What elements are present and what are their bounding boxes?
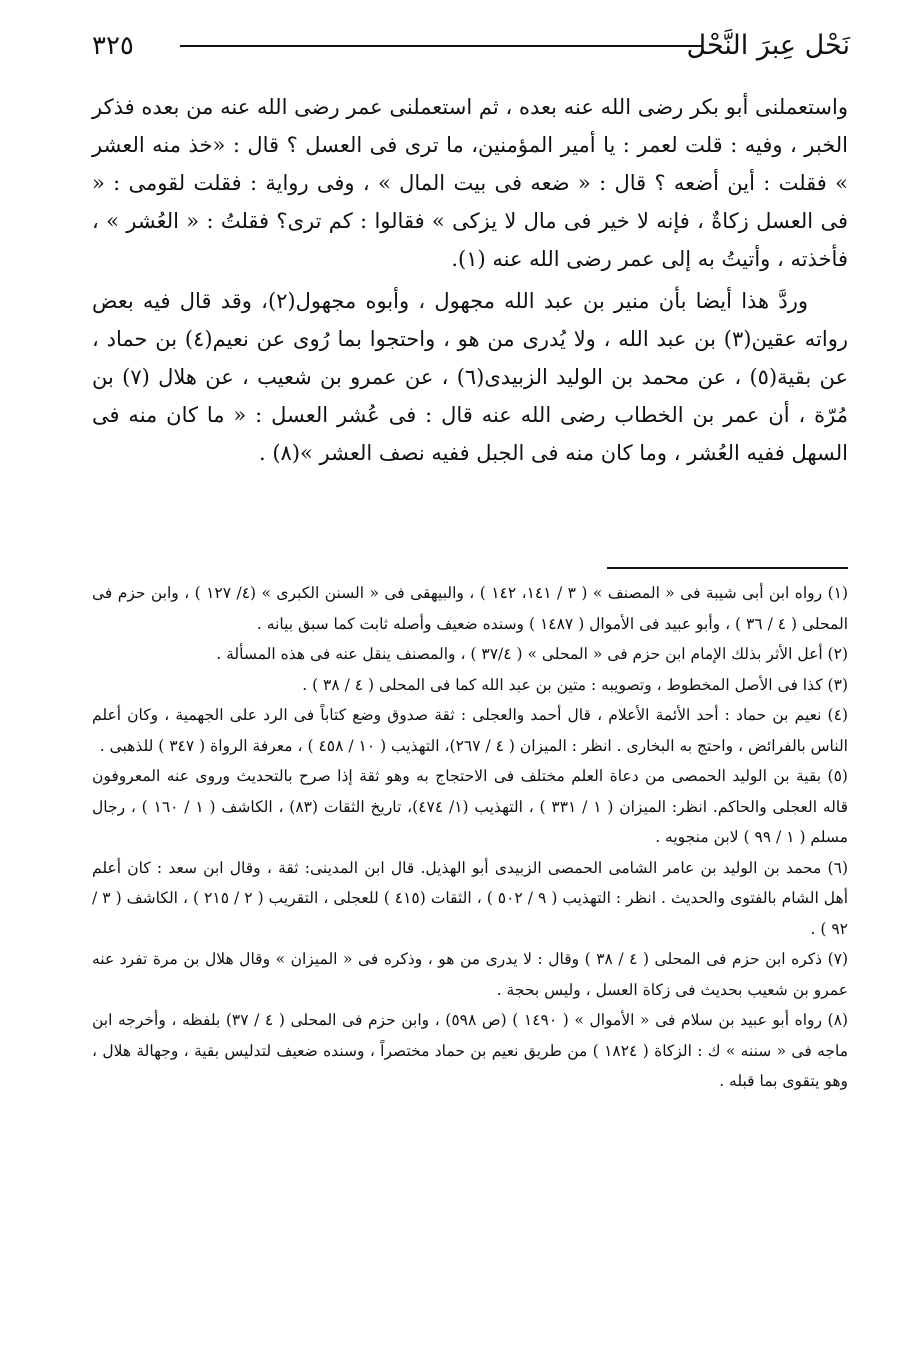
footnotes <box>92 578 848 1097</box>
footnote: (٣) كذا فى الأصل المخطوط ، وتصويبه : متين بن عبد الله كما فى المحلى ( ٤ / ٣٨ ) . <box>302 675 848 694</box>
footnote-separator <box>607 567 848 569</box>
main-text <box>92 88 848 472</box>
running-title: نَحْل عِبرَ النَّحْل <box>686 30 850 61</box>
footnote: (٥) بقية بن الوليد الحمصى من دعاة العلم مختلف فى الاحتجاج به وهو ثقة إذا صرح بالتحديث وروى عنه المعروفون قاله العجلى والحاكم. انظر: الميزان ( ١ / ٣٣١ ) ، التهذيب (١/ ٤٧٤)، تاريخ الثقات (٨٣) ، الكاشف ( ١ / ١٦٠ ) ، رجال مسلم ( ١ / ٩٩ ) لابن منجويه . <box>92 767 849 846</box>
footnote: (٨) رواه أبو عبيد بن سلام فى « الأموال » ( ١٤٩٠ ) (ص ٥٩٨) ، وابن حزم فى المحلى ( ٤ / ٣٧) بلفظه ، وأخرجه ابن ماجه فى « سننه » ك : الزكاة ( ١٨٢٤ ) من طريق نعيم بن حماد مختصراً ، وسنده ضعيف لتدليس بقية ، وجهالة هلال ، وهو يتقوى بما قبله . <box>92 1011 848 1090</box>
header-rule <box>180 45 702 47</box>
footnote: (٧) ذكره ابن حزم فى المحلى ( ٤ / ٣٨ ) وقال : لا يدرى من هو ، وذكره فى « الميزان » وقال هلال بن مرة تفرد عنه عمرو بن شعيب بحديث فى زكاة العسل ، وليس بحجة . <box>92 950 849 999</box>
footnote: (١) رواه ابن أبى شيبة فى « المصنف » ( ٣ / ١٤١، ١٤٢ ) ، والبيهقى فى « السنن الكبرى » (٤/ ١٢٧ ) ، وابن حزم فى المحلى ( ٤ / ٣٦ ) ، وأبو عبيد فى الأموال ( ١٤٨٧ ) وسنده ضعيف وأصله ثابت كما سبق بيانه . <box>92 584 849 633</box>
footnote: (٦) محمد بن الوليد بن عامر الشامى الحمصى الزبيدى أبو الهذيل. قال ابن المدينى: ثقة ، وقال ابن سعد : كان أعلم أهل الشام بالفتوى والحديث . انظر : التهذيب ( ٩ / ٥٠٢ ) ، الثقات (٤١٥ ) للعجلى ، التقريب ( ٢ / ٢١٥ ) ، الكاشف ( ٣ / ٩٢ ) . <box>92 858 849 938</box>
footnote: (٤) نعيم بن حماد : أحد الأئمة الأعلام ، قال أحمد والعجلى : ثقة صدوق وضع كتاباً فى الرد على الجهمية ، وكان أعلم الناس بالفرائض ، واحتج به البخارى . انظر : الميزان ( ٤ / ٢٦٧)، التهذيب ( ١٠ / ٤٥٨ ) ، معرفة الرواة ( ٣٤٧ ) للذهبى . <box>92 706 848 755</box>
paragraph: واستعملنى أبو بكر رضى الله عنه بعده ، ثم استعملنى عمر رضى الله عنه من بعده فذكر الخبر ، وفيه : قلت لعمر : يا أمير المؤمنين، ما ترى فى العسل ؟ قال : «خذ منه العشر » فقلت : أين أضعه ؟ قال : « ضعه فى بيت المال » ، وفى رواية : فقلت لقومى : « فى العسل زكاةٌ ، فإنه لا خير فى مال لا يزكى » فقالوا : كم ترى؟ فقلتُ : « العُشر » ، فأخذته ، وأتيتُ به إلى عمر رضى الله عنه (١). <box>92 95 848 271</box>
page-number: ٣٢٥ <box>92 31 134 61</box>
running-header <box>92 26 850 72</box>
footnote: (٢) أعل الأثر بذلك الإمام ابن حزم فى « المحلى » ( ٣٧/٤ ) ، والمصنف ينقل عنه فى هذه المسألة . <box>216 645 848 663</box>
paragraph: وردَّ هذا أيضا بأن منير بن عبد الله مجهول ، وأبوه مجهول(٢)، وقد قال فيه بعض رواته عقين(٣) بن عبد الله ، ولا يُدرى من هو ، واحتجوا بما رُوى عن نعيم(٤) بن حماد ، عن بقية(٥) ، عن محمد بن الوليد الزبيدى(٦) ، عن عمرو بن شعيب ، عن هلال (٧) بن مُرّة ، أن عمر بن الخطاب رضى الله عنه قال : فى عُشر العسل : « ما كان منه فى السهل ففيه العُشر ، وما كان منه فى الجبل ففيه نصف العشر »(٨) . <box>92 289 848 465</box>
